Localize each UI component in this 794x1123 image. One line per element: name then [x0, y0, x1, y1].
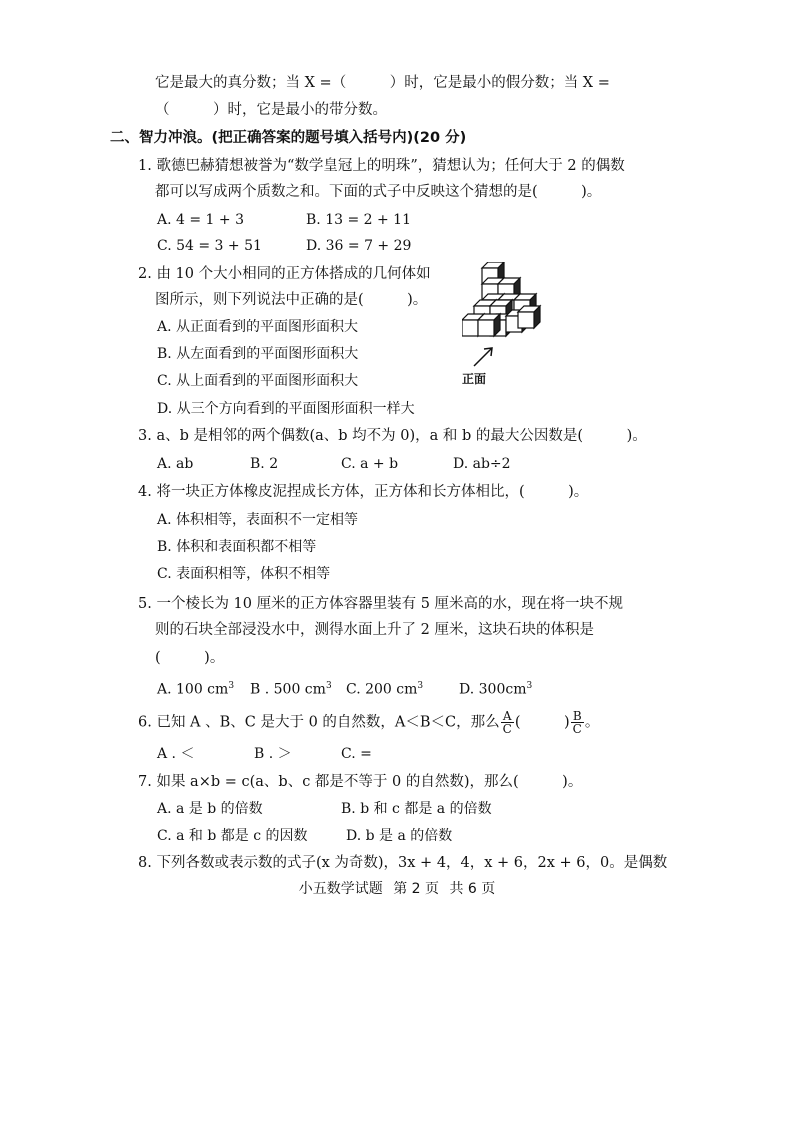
q5-option-b: B . 500 $cm^3$ — [250, 681, 332, 698]
top-line-1: 它是最大的真分数；当 X =（ ）时，它是最小的假分数；当 X = — [155, 75, 610, 91]
front-arrow — [474, 348, 492, 366]
q2-line-1: 2. 由 10 个大小相同的正方体搭成的几何体如 — [138, 266, 431, 282]
q2-line-2: 图所示，则下列说法中正确的是( )。 — [155, 292, 428, 308]
q4-option-c: C. 表面积相等，体积不相等 — [157, 566, 331, 582]
q2-option-a: A. 从正面看到的平面图形面积大 — [157, 319, 359, 335]
q1-option-b: B. 13 = 2 + 11 — [306, 212, 411, 228]
q4-option-b: B. 体积和表面积都不相等 — [157, 539, 317, 555]
q6-option-a: A . ＜ — [157, 746, 195, 762]
q3-option-d: D. ab÷2 — [453, 456, 511, 472]
footer-total: 共 6 页 — [449, 881, 496, 897]
q6-line-1: 6. 已知 A 、B、C 是大于 0 的自然数，A＜B＜C，那么 $\frac{A}{C}$ ( ) $\frac{B}{C}$ 。 — [138, 709, 600, 736]
footer-page: 第 2 页 — [393, 881, 439, 897]
top-line-2: （ ）时，它是最小的带分数。 — [155, 102, 387, 118]
q1-line-1: 1. 歌德巴赫猜想被誉为“数学皇冠上的明珠”，猜想认为；任何大于 2 的偶数 — [138, 158, 625, 174]
q8-line-1: 8. 下列各数或表示数的式子(x 为奇数)，3x + 4，4，x + 6，2x + 6，0。是偶数 — [138, 855, 668, 871]
q4-option-a: A. 体积相等，表面积不一定相等 — [157, 512, 359, 528]
q6-option-c: C. = — [341, 746, 372, 762]
figure-front-label: 正面 — [462, 372, 487, 386]
fraction-b-over-c: $\frac{B}{C}$ — [572, 709, 582, 736]
q5-line-2: 则的石块全部浸没水中，测得水面上升了 2 厘米，这块石块的体积是 — [155, 622, 594, 638]
q1-option-c: C. 54 = 3 + 51 — [157, 238, 262, 254]
q7-option-b: B. b 和 c 都是 a 的倍数 — [341, 801, 492, 817]
q4-line-1: 4. 将一块正方体橡皮泥捏成长方体，正方体和长方体相比，( )。 — [138, 484, 589, 500]
q3-line-1: 3. a、b 是相邻的两个偶数(a、b 均不为 0)，a 和 b 的最大公因数是( )。 — [138, 428, 647, 444]
q7-line-1: 7. 如果 a×b = c(a、b、c 都是不等于 0 的自然数)，那么( )。 — [138, 774, 583, 790]
q5-line-1: 5. 一个棱长为 10 厘米的正方体容器里装有 5 厘米高的水，现在将一块不规 — [138, 596, 624, 612]
q5-option-a: A. 100 $cm^3$ — [157, 681, 235, 698]
q7-option-c: C. a 和 b 都是 c 的因数 — [157, 828, 308, 844]
page-footer — [0, 878, 794, 898]
footer-title: 小五数学试题 — [298, 881, 383, 897]
q1-option-a: A. 4 = 1 + 3 — [157, 212, 244, 228]
q2-option-b: B. 从左面看到的平面图形面积大 — [157, 346, 359, 362]
q1-option-d: D. 36 = 7 + 29 — [306, 238, 412, 254]
q3-option-a: A. ab — [157, 456, 194, 472]
q1-line-2: 都可以写成两个质数之和。下面的式子中反映这个猜想的是( )。 — [155, 184, 602, 200]
q2-option-d: D. 从三个方向看到的平面图形面积一样大 — [157, 401, 415, 417]
q5-option-c: C. 200 $cm^3$ — [346, 681, 424, 698]
q2-option-c: C. 从上面看到的平面图形面积大 — [157, 373, 359, 389]
fraction-a-over-c: $\frac{A}{C}$ — [502, 709, 512, 736]
q7-option-d: D. b 是 a 的倍数 — [346, 828, 453, 844]
cube-stack-figure — [462, 262, 552, 367]
section-2-title: 二、智力冲浪。(把正确答案的题号填入括号内)(20 分) — [110, 130, 467, 146]
q7-option-a: A. a 是 b 的倍数 — [157, 801, 263, 817]
q5-option-d: D. $300cm^3$ — [459, 681, 533, 698]
q5-line-3: ( )。 — [155, 650, 225, 666]
q3-option-c: C. a + b — [341, 456, 399, 472]
q6-option-b: B . ＞ — [254, 746, 292, 762]
q3-option-b: B. 2 — [250, 456, 279, 472]
